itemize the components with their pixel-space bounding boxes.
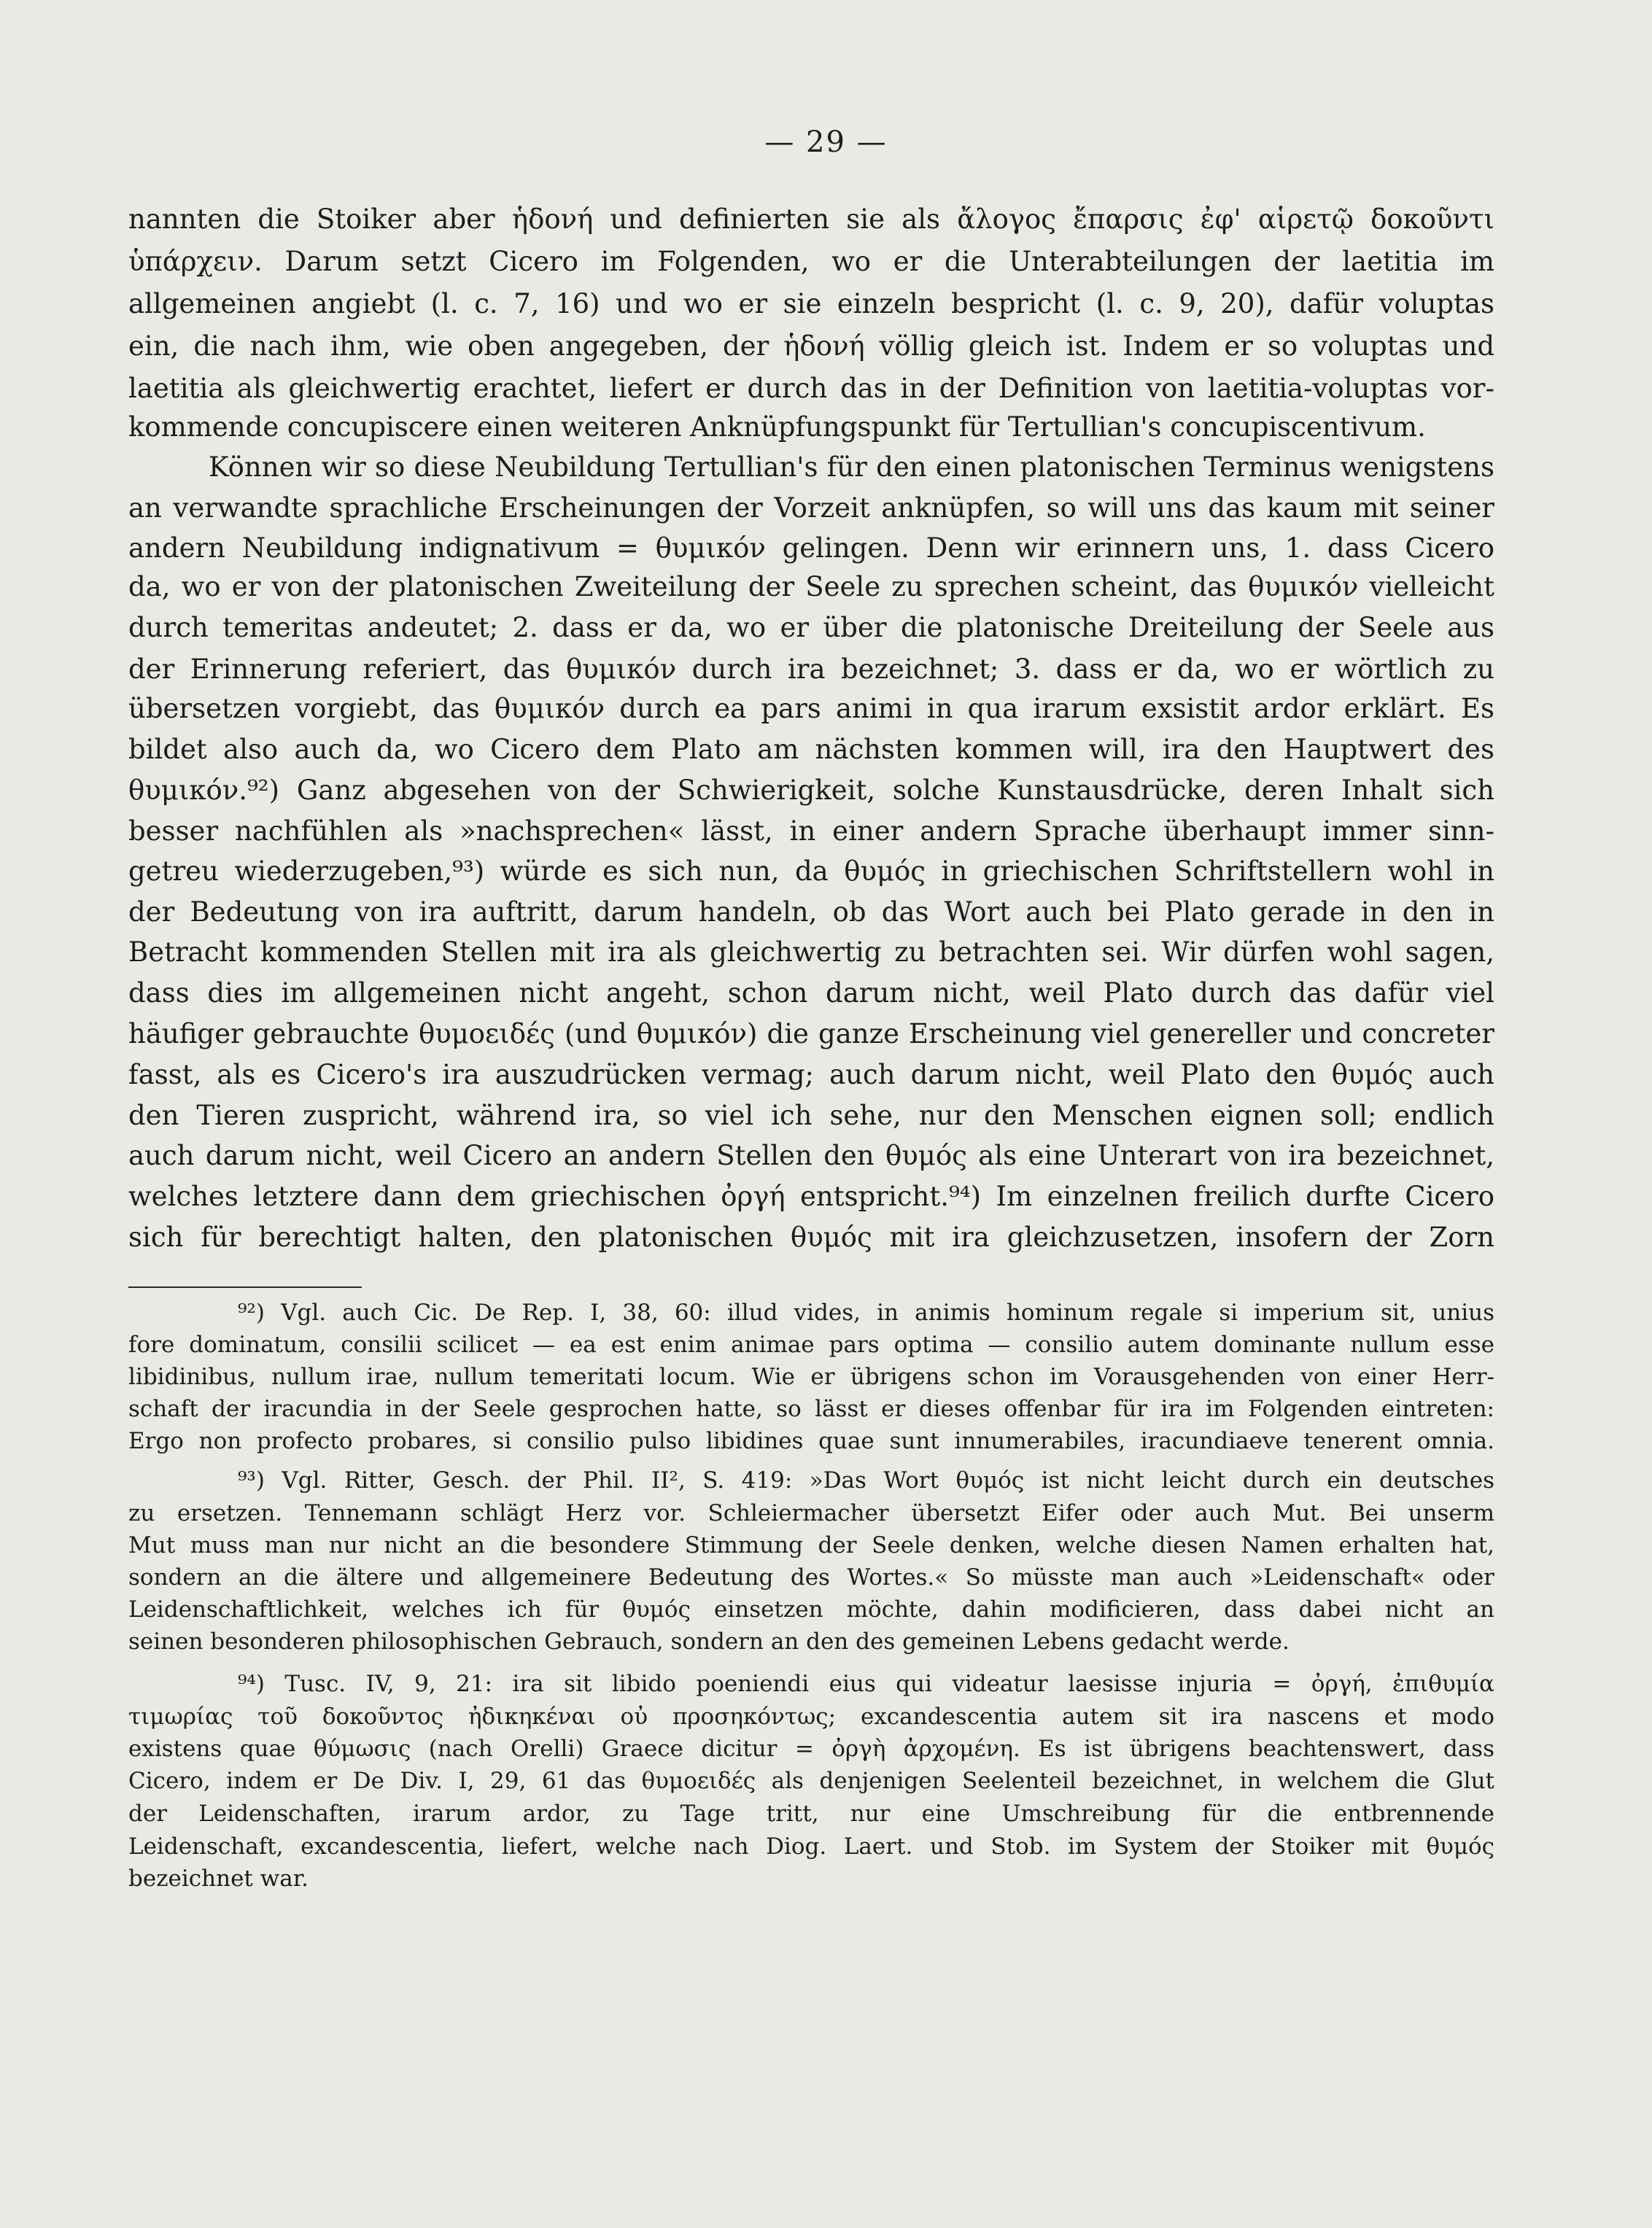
footnote-line: ⁹³) Vgl. Ritter, Gesch. der Phil. II², S. 419: »Das Wort θυμός ist nicht leicht durch ein deutsches <box>238 1467 1494 1494</box>
footnote-line: ⁹²) Vgl. auch Cic. De Rep. I, 38, 60: illud vides, in animis hominum regale si imperium sit, unius <box>238 1300 1494 1326</box>
text-line: den Tieren zuspricht, während ira, so viel ich sehe, nur den Menschen eignen soll; endlich <box>128 1100 1494 1131</box>
text-line: bildet also auch da, wo Cicero dem Plato am nächsten kommen will, ira den Hauptwert des <box>128 734 1494 765</box>
footnote-line: libidinibus, nullum irae, nullum temeritati locum. Wie er übrigens schon im Vorausgehenden von einer Herr- <box>128 1364 1494 1390</box>
footnote-line: sondern an die ältere und allgemeinere Bedeutung des Wortes.« So müsste man auch »Leidenschaft« oder <box>128 1564 1494 1591</box>
footnote-line: existens quae θύμωσις (nach Orelli) Graece dicitur = ὀργὴ ἀρχομένη. Es ist übrigens beachtenswert, dass <box>128 1736 1494 1762</box>
text-line: der Erinnerung referiert, das θυμικόν durch ira bezeichnet; 3. dass er da, wo er wörtlich zu <box>128 653 1494 685</box>
footnote-line: seinen besonderen philosophischen Gebrauch, sondern an den des gemeinen Lebens gedacht werde. <box>128 1629 1290 1655</box>
text-line: fasst, als es Cicero's ira auszudrücken vermag; auch darum nicht, weil Plato den θυμός auch <box>128 1059 1494 1090</box>
text-line: besser nachfühlen als »nachsprechen« lässt, in einer andern Sprache überhaupt immer sinn- <box>128 815 1494 847</box>
footnote-line: schaft der iracundia in der Seele gesprochen hatte, so lässt er dieses offenbar für ira im Folgenden eintreten: <box>128 1396 1494 1422</box>
text-line: θυμικόν.⁹²) Ganz abgesehen von der Schwierigkeit, solche Kunstausdrücke, deren Inhalt sich <box>128 775 1494 806</box>
footnote-line: Leidenschaft, excandescentia, liefert, welche nach Diog. Laert. und Stob. im System der Stoiker mit θυμός <box>128 1833 1494 1860</box>
text-line: durch temeritas andeutet; 2. dass er da, wo er über die platonische Dreiteilung der Seele aus <box>128 612 1494 643</box>
footnote-line: ⁹⁴) Tusc. IV, 9, 21: ira sit libido poeniendi eius qui videatur laesisse injuria = ὀργή, ἐπιθυμία <box>238 1671 1494 1697</box>
footnote-line: bezeichnet war. <box>128 1866 309 1892</box>
text-line: ὑπάρχειν. Darum setzt Cicero im Folgenden, wo er die Unterabteilungen der laetitia im <box>128 246 1494 277</box>
text-line: auch darum nicht, weil Cicero an andern Stellen den θυμός als eine Unterart von ira bezeichnet, <box>128 1140 1494 1171</box>
footnote-line: Cicero, indem er De Div. I, 29, 61 das θυμοειδές als denjenigen Seelenteil bezeichnet, in welchem die Glut <box>128 1768 1494 1794</box>
text-line: da, wo er von der platonischen Zweiteilung der Seele zu sprechen scheint, das θυμικόν vielleicht <box>128 571 1494 602</box>
footnote-line: τιμωρίας τοῦ δοκοῦντος ἠδικηκέναι οὐ προσηκόντως; excandescentia autem sit ira nascens et modo <box>128 1704 1494 1730</box>
footnote-line: zu ersetzen. Tennemann schlägt Herz vor. Schleiermacher übersetzt Eifer oder auch Mut. Bei unserm <box>128 1500 1494 1526</box>
footnote-line: fore dominatum, consilii scilicet — ea est enim animae pars optima — consilio autem dominante nullum esse <box>128 1332 1494 1358</box>
text-line: welches letztere dann dem griechischen ὀργή entspricht.⁹⁴) Im einzelnen freilich durfte Cicero <box>128 1181 1494 1212</box>
text-line: allgemeinen angiebt (l. c. 7, 16) und wo er sie einzeln bespricht (l. c. 9, 20), dafür voluptas <box>128 288 1494 319</box>
page-number: — 29 — <box>764 125 888 159</box>
text-line: sich für berechtigt halten, den platonischen θυμός mit ira gleichzusetzen, insofern der Zorn <box>128 1222 1494 1253</box>
footnote-line: Ergo non profecto probares, si consilio pulso libidines quae sunt innumerabiles, iracundiaeve tenerent omnia. <box>128 1428 1494 1454</box>
text-line: übersetzen vorgiebt, das θυμικόν durch ea pars animi in qua irarum exsistit ardor erklärt. Es <box>128 693 1494 724</box>
text-line: Betracht kommenden Stellen mit ira als gleichwertig zu betrachten sei. Wir dürfen wohl sagen, <box>128 936 1494 968</box>
text-line: ein, die nach ihm, wie oben angegeben, der ἡδονή völlig gleich ist. Indem er so voluptas und <box>128 330 1494 362</box>
text-line: kommende concupiscere einen weiteren Anknüpfungspunkt für Tertullian's concupiscentivum. <box>128 411 1426 443</box>
text-line: laetitia als gleichwertig erachtet, liefert er durch das in der Definition von laetitia-voluptas vor- <box>128 373 1494 404</box>
footnote-line: Leidenschaftlichkeit, welches ich für θυμός einsetzen möchte, dahin modificieren, dass dabei nicht an <box>128 1596 1494 1623</box>
text-line: getreu wiederzugeben,⁹³) würde es sich nun, da θυμός in griechischen Schriftstellern wohl in <box>128 855 1494 887</box>
text-line: andern Neubildung indignativum = θυμικόν gelingen. Denn wir erinnern uns, 1. dass Cicero <box>128 532 1494 564</box>
footnote-line: der Leidenschaften, irarum ardor, zu Tage tritt, nur eine Umschreibung für die entbrennende <box>128 1801 1494 1827</box>
text-line: Können wir so diese Neubildung Tertullian's für den einen platonischen Terminus wenigstens <box>209 451 1494 483</box>
text-line: häufiger gebrauchte θυμοειδές (und θυμικόν) die ganze Erscheinung viel genereller und concreter <box>128 1018 1494 1049</box>
text-line: an verwandte sprachliche Erscheinungen der Vorzeit anknüpfen, so will uns das kaum mit seiner <box>128 492 1494 524</box>
text-line: der Bedeutung von ira auftritt, darum handeln, ob das Wort auch bei Plato gerade in den in <box>128 896 1494 928</box>
text-line: nannten die Stoiker aber ἡδονή und definierten sie als ἄλογος ἔπαρσις ἐφ' αἱρετῷ δοκοῦντι <box>128 203 1494 235</box>
footnote-separator <box>128 1286 362 1288</box>
text-line: dass dies im allgemeinen nicht angeht, schon darum nicht, weil Plato durch das dafür viel <box>128 977 1494 1009</box>
footnote-line: Mut muss man nur nicht an die besondere Stimmung der Seele denken, welche diesen Namen erhalten hat, <box>128 1532 1494 1559</box>
